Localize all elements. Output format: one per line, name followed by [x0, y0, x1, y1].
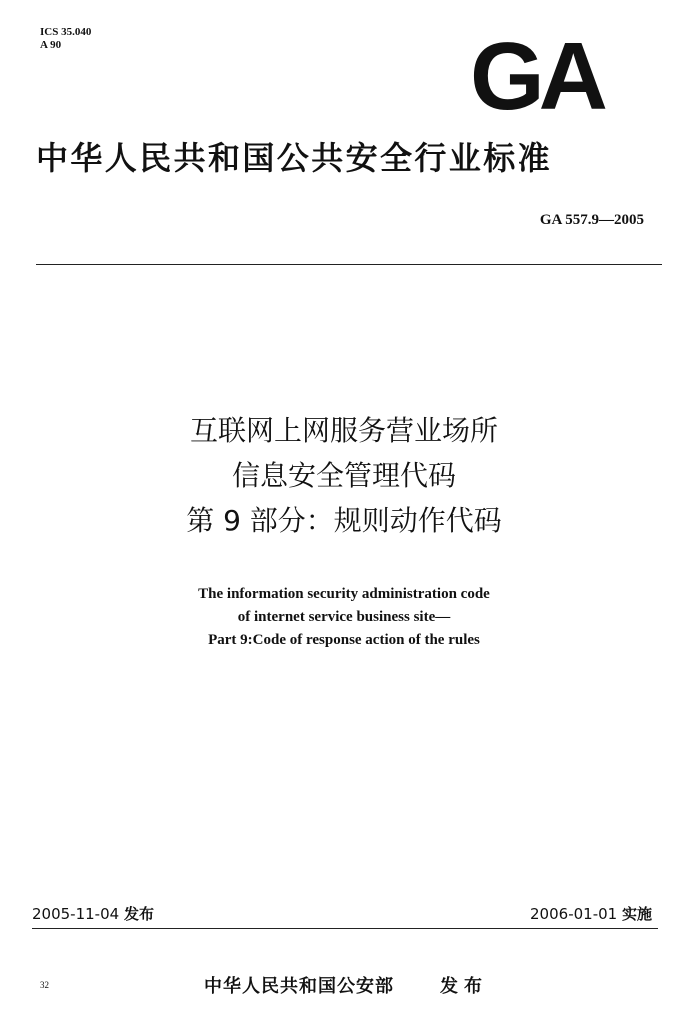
- chinese-title-line: 互联网上网服务营业场所: [189, 414, 498, 447]
- issue-date: [32, 903, 154, 924]
- chinese-title-line: 信息安全管理代码: [231, 459, 456, 492]
- chinese-title: [0, 408, 688, 543]
- publish-label: 发布: [440, 976, 488, 997]
- ccs-code: A 90: [40, 39, 62, 51]
- page-number: 32: [40, 980, 49, 990]
- issue-date-value: 2005-11-04: [32, 905, 120, 923]
- english-title-line: The information security administration code: [198, 586, 490, 602]
- ics-code: ICS 35.040: [40, 26, 92, 38]
- classification-codes: [40, 26, 91, 52]
- top-divider: [36, 264, 662, 265]
- organization-title: 中华人民共和国公共安全行业标准: [36, 139, 553, 177]
- bottom-divider: [32, 928, 658, 929]
- publisher-name: 中华人民共和国公安部: [204, 976, 394, 997]
- effective-date-value: 2006-01-01: [530, 905, 618, 923]
- chinese-title-line: 第 9 部分：规则动作代码: [186, 504, 502, 537]
- english-title: [0, 583, 688, 652]
- standard-number: GA 557.9—2005: [539, 212, 644, 228]
- english-title-line: Part 9:Code of response action of the rules: [208, 632, 480, 648]
- ga-logo: GA: [470, 38, 602, 116]
- effective-label: 实施: [621, 905, 652, 923]
- english-title-line: of internet service business site—: [237, 609, 451, 625]
- issue-label: 发布: [123, 905, 154, 923]
- effective-date: [530, 903, 652, 924]
